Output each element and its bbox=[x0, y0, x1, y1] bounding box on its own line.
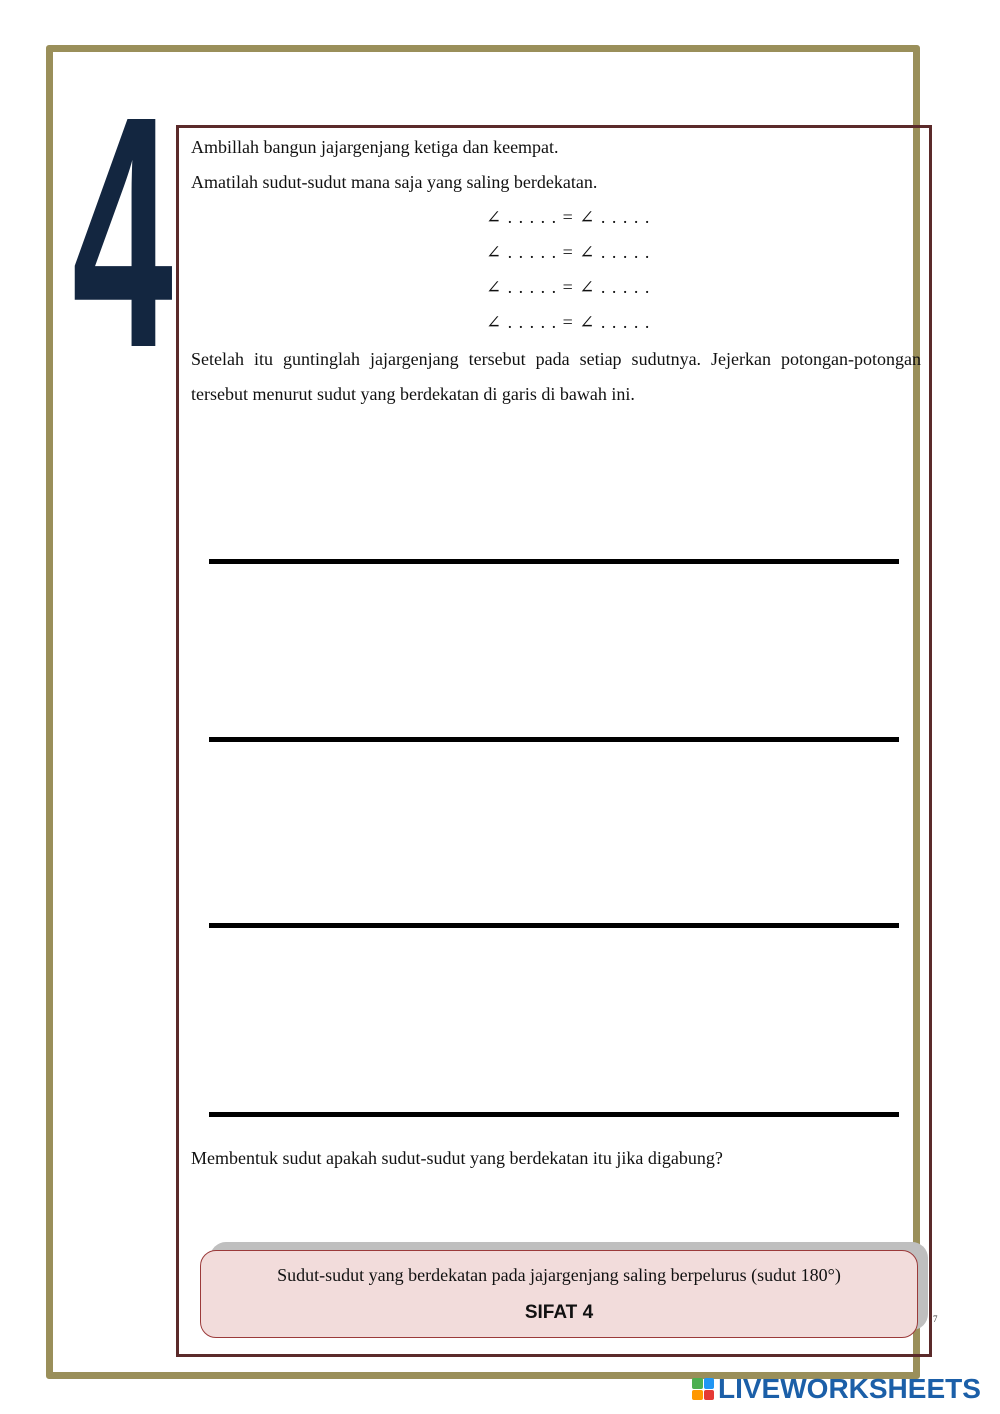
answer-line-1 bbox=[209, 559, 899, 564]
instruction-1: Ambillah bangun jajargenjang ketiga dan keempat. bbox=[191, 137, 559, 157]
answer-line-2 bbox=[209, 737, 899, 742]
conclusion-box bbox=[200, 1250, 918, 1338]
answer-line-3 bbox=[209, 923, 899, 928]
section-number: 4 bbox=[72, 47, 168, 416]
angle-pair-3: ∠ . . . . . = ∠ . . . . . bbox=[486, 277, 651, 297]
liveworksheets-logo[interactable] bbox=[692, 1372, 981, 1406]
brand-name: LIVEWORKSHEETS bbox=[718, 1373, 981, 1404]
angle-pair-4: ∠ . . . . . = ∠ . . . . . bbox=[486, 312, 651, 332]
question-text: Membentuk sudut apakah sudut-sudut yang berdekatan itu jika digabung? bbox=[191, 1148, 723, 1168]
instruction-2: Amatilah sudut-sudut mana saja yang saling berdekatan. bbox=[191, 172, 598, 192]
answer-line-4 bbox=[209, 1112, 899, 1117]
conclusion-text: Sudut-sudut yang berdekatan pada jajargenjang saling berpelurus (sudut 180°) bbox=[277, 1265, 841, 1285]
conclusion-title: SIFAT 4 bbox=[524, 1302, 594, 1323]
page-number: 7 bbox=[933, 1314, 938, 1324]
angle-pair-2: ∠ . . . . . = ∠ . . . . . bbox=[486, 242, 651, 262]
liveworksheets-icon bbox=[692, 1378, 714, 1400]
instruction-3: Setelah itu guntinglah jajargenjang tersebut pada setiap sudutnya. Jejerkan potongan-potongan tersebut menurut sudut yang berdekatan di garis di bawah ini. bbox=[191, 349, 921, 404]
angle-pairs-list bbox=[486, 200, 686, 340]
angle-pair-1: ∠ . . . . . = ∠ . . . . . bbox=[486, 207, 651, 227]
